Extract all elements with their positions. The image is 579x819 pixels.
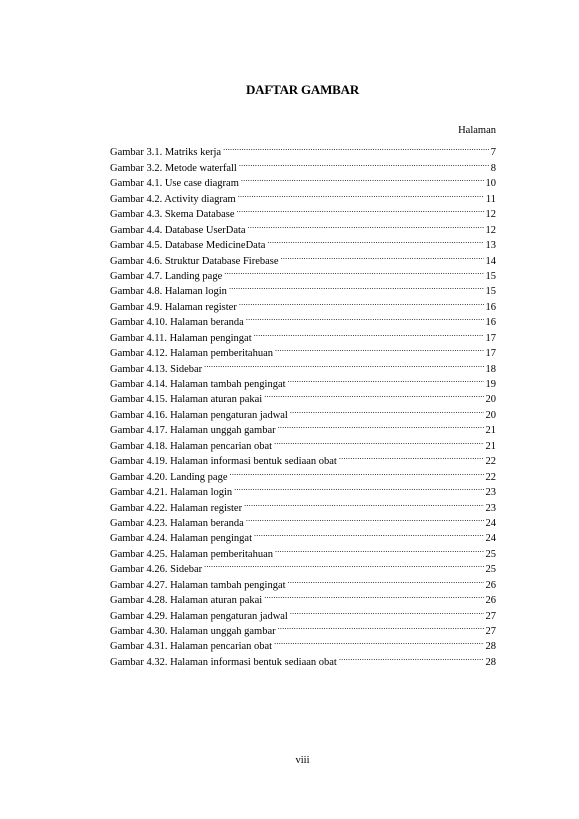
figure-entry-page: 20 bbox=[485, 409, 496, 421]
figure-entry-label: Gambar 4.23. Halaman beranda bbox=[110, 517, 244, 529]
figure-entry-page: 14 bbox=[485, 255, 496, 267]
figure-entry-page: 8 bbox=[490, 162, 496, 174]
figure-entry-label: Gambar 4.2. Activity diagram bbox=[110, 193, 236, 205]
figure-entry-page: 22 bbox=[485, 456, 496, 468]
dot-leader bbox=[246, 511, 484, 526]
dot-leader bbox=[290, 603, 484, 618]
figure-entry-page: 25 bbox=[485, 548, 496, 560]
dot-leader bbox=[244, 495, 483, 510]
figure-entry-label: Gambar 4.3. Skema Database bbox=[110, 209, 235, 221]
page-number: viii bbox=[295, 755, 310, 766]
list-of-figures bbox=[110, 140, 496, 668]
figure-entry-label: Gambar 4.13. Sidebar bbox=[110, 363, 203, 375]
figure-entry-label: Gambar 4.22. Halaman register bbox=[110, 502, 243, 514]
dot-leader bbox=[264, 588, 483, 603]
figure-entry-label: Gambar 4.4. Database UserData bbox=[110, 224, 246, 236]
figure-entry-page: 23 bbox=[485, 502, 496, 514]
figure-entry-page: 16 bbox=[485, 317, 496, 329]
figure-entry-page: 27 bbox=[485, 610, 496, 622]
figure-entry-page: 17 bbox=[485, 348, 496, 360]
dot-leader bbox=[275, 541, 484, 556]
dot-leader bbox=[204, 557, 483, 572]
figure-entry[interactable] bbox=[110, 140, 496, 159]
dot-leader bbox=[224, 264, 483, 279]
figure-entry-page: 7 bbox=[490, 147, 496, 159]
page-column-header: Halaman bbox=[458, 125, 496, 136]
figure-entry-label: Gambar 4.14. Halaman tambah pengingat bbox=[110, 379, 286, 390]
dot-leader bbox=[274, 634, 483, 649]
dot-leader bbox=[288, 572, 484, 587]
figure-entry-label: Gambar 4.32. Halaman informasi bentuk sediaan obat bbox=[110, 656, 337, 668]
dot-leader bbox=[254, 325, 484, 340]
figure-entry-page: 15 bbox=[485, 270, 496, 282]
figure-entry-page: 18 bbox=[485, 363, 496, 375]
figure-entry-label: Gambar 4.18. Halaman pencarian obat bbox=[110, 440, 273, 452]
dot-leader bbox=[339, 649, 484, 664]
figure-entry-label: Gambar 4.30. Halaman unggah gambar bbox=[110, 626, 276, 637]
dot-leader bbox=[229, 279, 484, 294]
figure-entry-page: 28 bbox=[485, 641, 496, 653]
page-title: DAFTAR GAMBAR bbox=[245, 82, 360, 97]
dot-leader bbox=[248, 217, 484, 232]
figure-entry-page: 15 bbox=[485, 286, 496, 298]
figure-entry-label: Gambar 4.31. Halaman pencarian obat bbox=[110, 641, 273, 653]
figure-entry-page: 12 bbox=[485, 224, 496, 236]
figure-entry-page: 16 bbox=[485, 301, 496, 313]
figure-entry-page: 10 bbox=[485, 178, 496, 190]
dot-leader bbox=[241, 171, 484, 186]
dot-leader bbox=[234, 480, 483, 495]
figure-entry-label: Gambar 4.15. Halaman aturan pakai bbox=[110, 394, 263, 406]
dot-leader bbox=[223, 140, 489, 155]
figure-entry-label: Gambar 4.26. Sidebar bbox=[110, 564, 203, 576]
figure-entry-page: 24 bbox=[485, 517, 496, 529]
figure-entry-label: Gambar 4.12. Halaman pemberitahuan bbox=[110, 348, 273, 360]
dot-leader bbox=[275, 341, 484, 356]
dot-leader bbox=[230, 464, 484, 479]
figure-entry-label: Gambar 4.16. Halaman pengaturan jadwal bbox=[110, 409, 288, 421]
figure-entry-label: Gambar 4.11. Halaman pengingat bbox=[110, 332, 252, 344]
dot-leader bbox=[204, 356, 483, 371]
dot-leader bbox=[238, 186, 484, 201]
dot-leader bbox=[281, 248, 484, 263]
dot-leader bbox=[254, 526, 484, 541]
dot-leader bbox=[264, 387, 483, 402]
figure-entry-label: Gambar 4.29. Halaman pengaturan jadwal bbox=[110, 610, 288, 622]
figure-entry-page: 25 bbox=[485, 564, 496, 576]
figure-entry-page: 28 bbox=[485, 656, 496, 668]
figure-entry-page: 17 bbox=[485, 332, 496, 344]
dot-leader bbox=[237, 202, 484, 217]
figure-entry-page: 26 bbox=[485, 595, 496, 607]
figure-entry-page: 21 bbox=[485, 440, 496, 452]
figure-entry-label: Gambar 4.20. Landing page bbox=[110, 471, 228, 483]
figure-entry-page: 12 bbox=[485, 209, 496, 221]
dot-leader bbox=[239, 294, 484, 309]
dot-leader bbox=[278, 619, 484, 634]
figure-entry-page: 20 bbox=[485, 394, 496, 406]
figure-entry-page: 19 bbox=[485, 379, 496, 390]
figure-entry-label: Gambar 4.5. Database MedicineData bbox=[110, 240, 266, 252]
figure-entry-page: 26 bbox=[485, 579, 496, 591]
dot-leader bbox=[278, 418, 484, 433]
figure-entry-label: Gambar 4.21. Halaman login bbox=[110, 487, 233, 499]
figure-entry-label: Gambar 4.25. Halaman pemberitahuan bbox=[110, 548, 273, 560]
figure-entry-label: Gambar 4.9. Halaman register bbox=[110, 301, 237, 313]
figure-entry-label: Gambar 4.6. Struktur Database Firebase bbox=[110, 255, 279, 267]
figure-entry-page: 27 bbox=[485, 626, 496, 637]
dot-leader bbox=[246, 310, 484, 325]
figure-entry-label: Gambar 4.17. Halaman unggah gambar bbox=[110, 425, 276, 437]
figure-entry-label: Gambar 3.2. Metode waterfall bbox=[110, 162, 237, 174]
figure-entry-page: 13 bbox=[485, 240, 496, 252]
figure-entry-label: Gambar 4.1. Use case diagram bbox=[110, 178, 239, 190]
figure-entry-page: 22 bbox=[485, 471, 496, 483]
dot-leader bbox=[290, 402, 484, 417]
dot-leader bbox=[288, 372, 484, 387]
figure-entry-label: Gambar 4.7. Landing page bbox=[110, 270, 223, 282]
figure-entry-page: 21 bbox=[485, 425, 496, 437]
dot-leader bbox=[339, 449, 484, 464]
dot-leader bbox=[274, 433, 483, 448]
figure-entry-page: 23 bbox=[485, 487, 496, 499]
figure-entry-label: Gambar 3.1. Matriks kerja bbox=[110, 147, 222, 159]
figure-entry-label: Gambar 4.10. Halaman beranda bbox=[110, 317, 244, 329]
figure-entry-label: Gambar 4.27. Halaman tambah pengingat bbox=[110, 579, 286, 591]
figure-entry-label: Gambar 4.8. Halaman login bbox=[110, 286, 227, 298]
figure-entry-page: 11 bbox=[485, 193, 496, 205]
dot-leader bbox=[267, 233, 483, 248]
dot-leader bbox=[239, 155, 489, 170]
figure-entry-label: Gambar 4.19. Halaman informasi bentuk sediaan obat bbox=[110, 456, 337, 468]
figure-entry-label: Gambar 4.24. Halaman pengingat bbox=[110, 533, 252, 545]
figure-entry-label: Gambar 4.28. Halaman aturan pakai bbox=[110, 595, 263, 607]
figure-entry-page: 24 bbox=[485, 533, 496, 545]
